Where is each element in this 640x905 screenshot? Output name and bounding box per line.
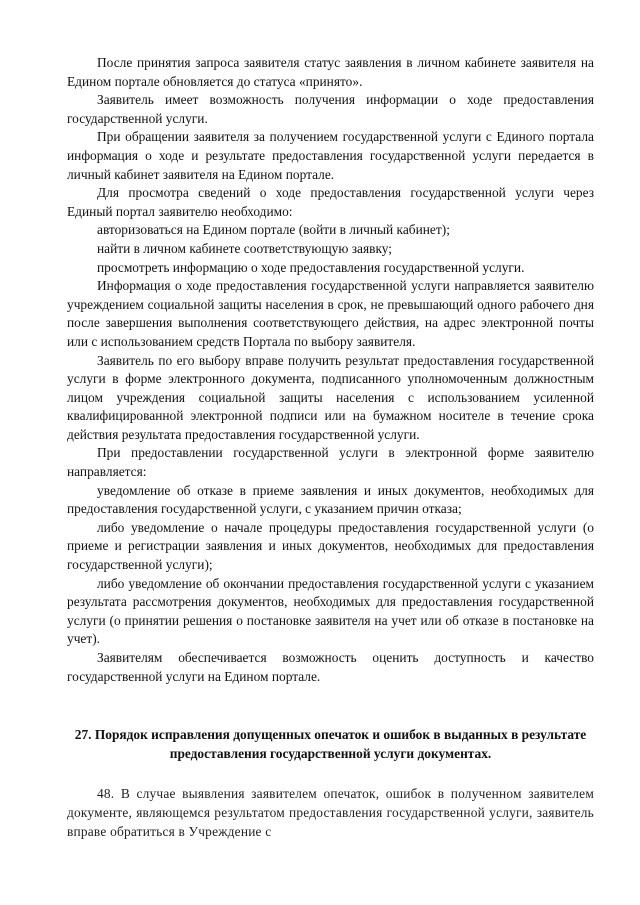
list-item-end-notice: либо уведомление об окончании предоставления государственной услуги с указанием результата рассмотрения документов, необходимых для предоставления государственной услуги (о принятии решения о постановке заявителя на учет или об отказе в постановке на учет). <box>67 575 594 647</box>
paragraph-portal-info: При обращении заявителя за получением государственной услуги с Единого портала информация о ходе и результате предоставления государственной услуги передается в личный кабинет заявителя на Едином портале. <box>67 129 594 182</box>
section-heading: 27. Порядок исправления допущенных опечаток и ошибок в выданных в результате предоставления государственной услуги документах. <box>74 727 587 761</box>
paragraph-view-intro: Для просмотра сведений о ходе предоставления государственной услуги через Единый портал заявителю необходимо: <box>67 185 594 219</box>
paragraph-status: После принятия запроса заявителя статус заявления в личном кабинете заявителя на Едином портале обновляется до статуса «принято». <box>67 55 594 89</box>
paragraph-info-possibility: Заявитель имеет возможность получения информации о ходе предоставления государственной услуги. <box>67 92 594 126</box>
document-page <box>67 54 594 841</box>
list-item-view-info: просмотреть информацию о ходе предоставления государственной услуги. <box>97 259 525 275</box>
paragraph-electronic-intro: При предоставлении государственной услуги в электронной форме заявителю направляется: <box>67 445 594 480</box>
paragraph-48: 48. В случае выявления заявителем опечаток, ошибок в полученном заявителем документе, являющемся результатом предоставления государственной услуги, заявитель вправе обратиться в Учреждение с <box>67 786 594 839</box>
paragraph-result-form: Заявитель по его выбору вправе получить результат предоставления государственной услуги в форме электронного документа, подписанного уполномоченным должностным лицом учреждения социальной защиты населения с использованием усиленной квалифицированной электронной подписи или на бумажном носителе в течение срока действия результата предоставления государственной услуги. <box>67 352 594 442</box>
paragraph-evaluation: Заявителям обеспечивается возможность оценить доступность и качество государственной услуги на Едином портале. <box>67 650 594 684</box>
list-item-authorize: авторизоваться на Едином портале (войти в личный кабинет); <box>97 222 450 238</box>
list-item-start-notice: либо уведомление о начале процедуры предоставления государственной услуги (о приеме и регистрации заявления и иных документов, необходимых для предоставления государственной услуги); <box>67 519 594 573</box>
list-item-refusal-notice: уведомление об отказе в приеме заявления и иных документов, необходимых для предоставления государственной услуги, с указанием причин отказа; <box>67 482 594 517</box>
list-item-find-request: найти в личном кабинете соответствующую заявку; <box>97 240 392 256</box>
paragraph-info-sent: Информация о ходе предоставления государственной услуги направляется заявителю учреждением социальной защиты населения в срок, не превышающий одного рабочего дня после завершения выполнения соответствующего действия, на адрес электронной почты или с использованием средств Портала по выбору заявителя. <box>67 278 594 349</box>
